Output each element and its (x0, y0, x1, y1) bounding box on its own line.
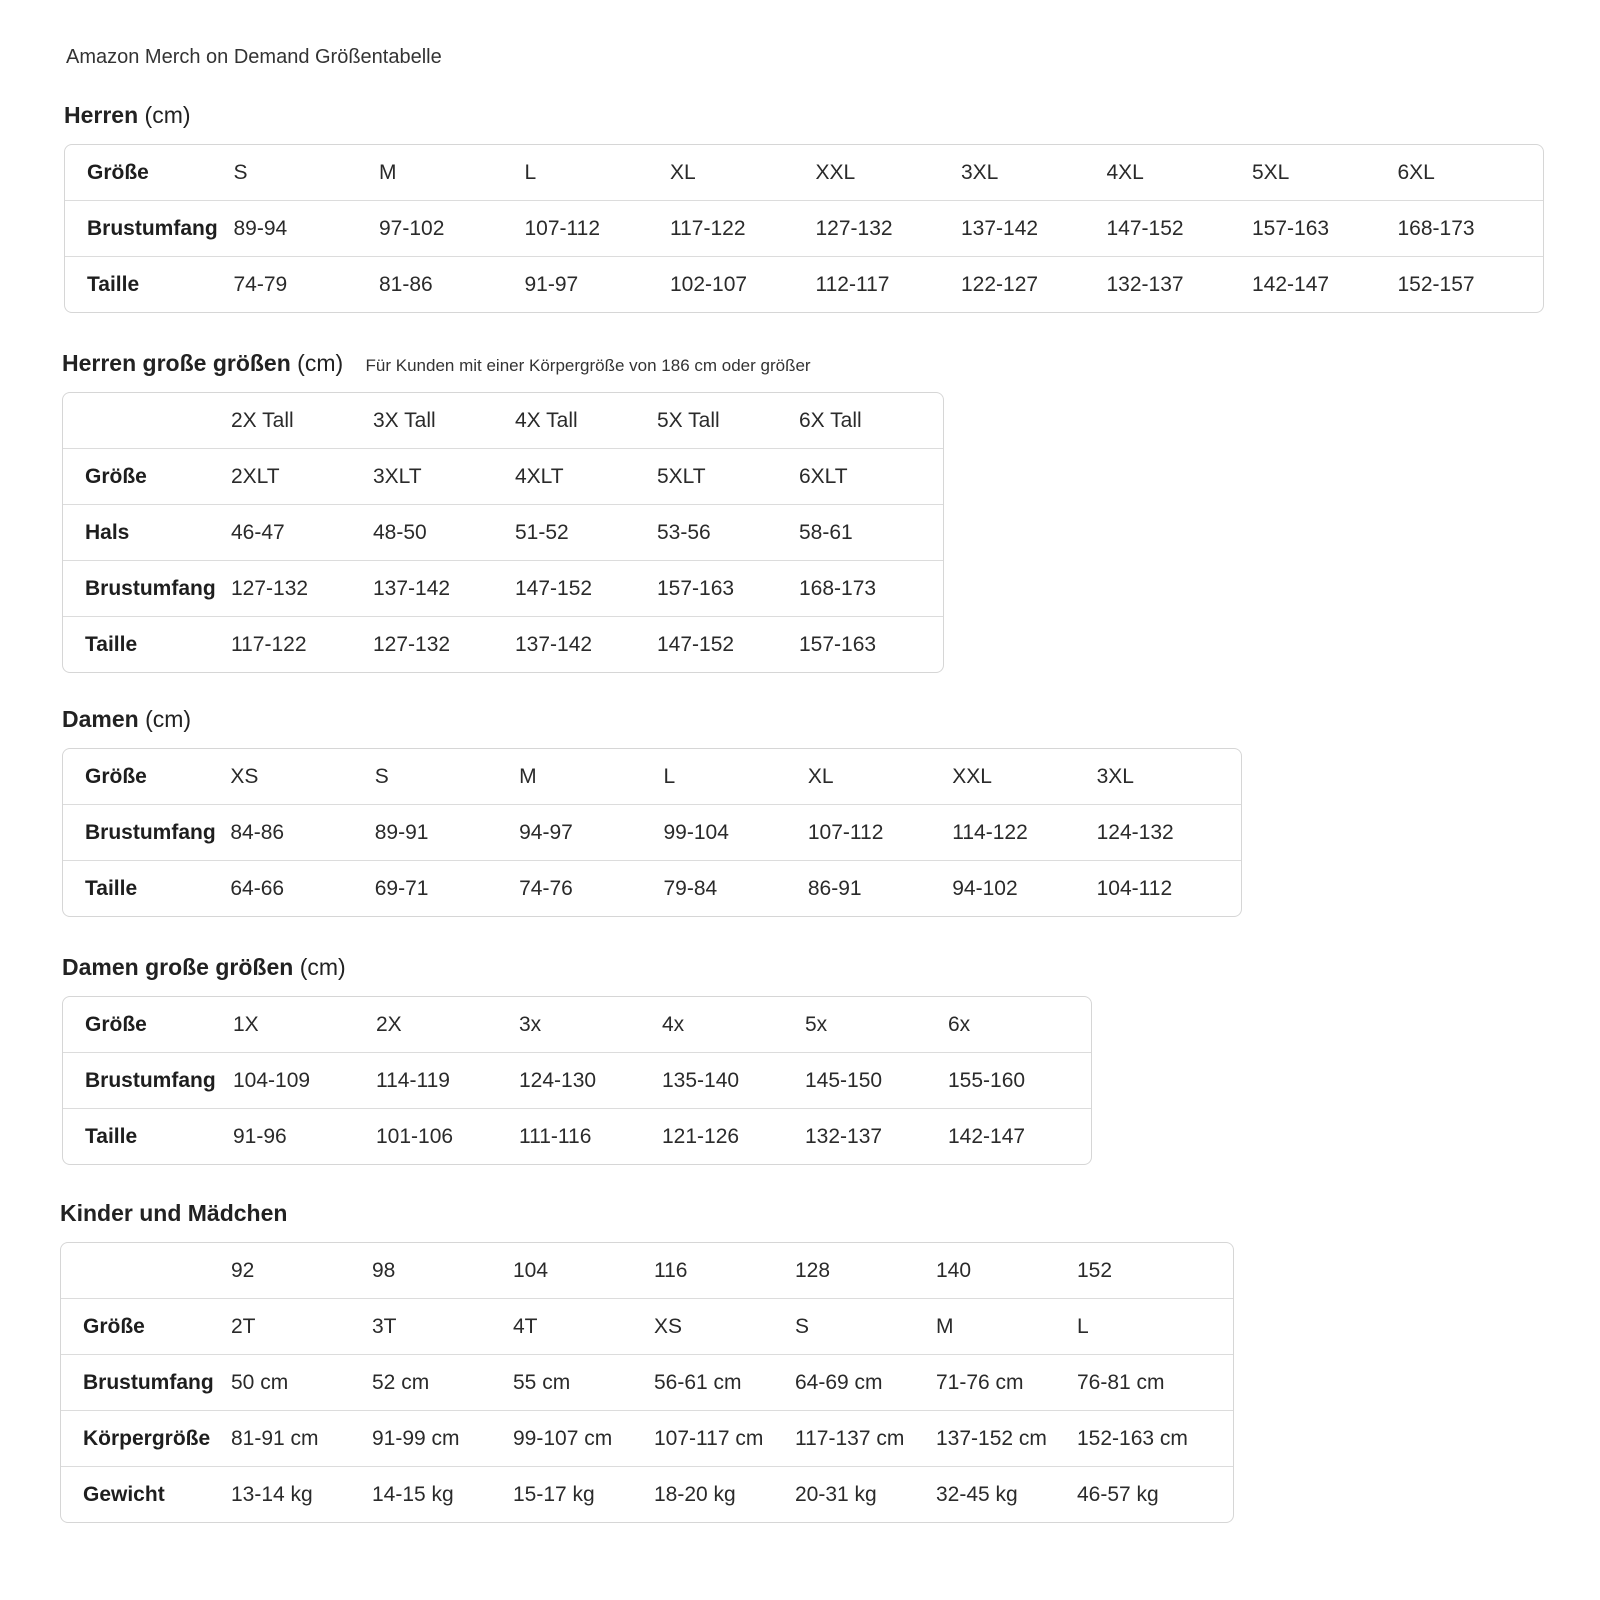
table-cell: S (795, 1314, 810, 1338)
table-cell: 15-17 kg (513, 1482, 595, 1506)
table-cell: 3XL (1096, 764, 1134, 788)
table-cell: 124-130 (519, 1068, 597, 1092)
table-cell: 157-163 (1251, 216, 1330, 240)
table-cell: 5X Tall (657, 408, 720, 432)
section-title-text: Damen (62, 706, 139, 732)
table-cell: 2T (231, 1314, 256, 1338)
table-cell: 124-132 (1096, 820, 1174, 844)
section-damen (62, 702, 1242, 917)
table-cell: 46-47 (231, 520, 285, 544)
table-cell: L (1077, 1314, 1089, 1338)
table-row (61, 1298, 1233, 1354)
table-cell: 64-66 (230, 876, 285, 900)
table-row (63, 860, 1241, 916)
table-cell: 3T (372, 1314, 397, 1338)
table-cell: 97-102 (378, 216, 445, 240)
table-cell: 128 (795, 1258, 831, 1282)
section-damen-gross (62, 950, 1092, 1165)
row-label: Gewicht (83, 1482, 165, 1506)
row-label: Größe (85, 764, 147, 788)
table-cell: 4T (513, 1314, 538, 1338)
table-cell: 52 cm (372, 1370, 430, 1394)
size-table-damen-gross (62, 996, 1092, 1165)
table-cell: 121-126 (662, 1124, 740, 1148)
table-cell: 104 (513, 1258, 549, 1282)
table-cell: 2X Tall (231, 408, 294, 432)
table-cell: 86-91 (807, 876, 862, 900)
table-cell: 69-71 (374, 876, 429, 900)
section-title-text: Herren große größen (62, 350, 291, 376)
table-cell: 168-173 (1397, 216, 1475, 240)
table-cell: 74-79 (233, 272, 288, 296)
table-cell: 6X Tall (799, 408, 862, 432)
table-cell: 58-61 (799, 520, 853, 544)
table-cell: 137-152 cm (936, 1426, 1047, 1450)
table-row (61, 1243, 1233, 1298)
table-cell: 3XLT (373, 464, 422, 488)
table-cell: 145-150 (805, 1068, 883, 1092)
table-cell: 107-117 cm (654, 1426, 764, 1450)
row-label: Brustumfang (85, 820, 216, 844)
section-title-text: Kinder und Mädchen (60, 1200, 288, 1226)
table-row (63, 1052, 1091, 1108)
table-cell: 94-97 (519, 820, 573, 844)
table-row (63, 560, 943, 616)
section-kinder (60, 1196, 1234, 1523)
table-cell: 2X (376, 1012, 402, 1036)
row-label: Größe (83, 1314, 145, 1338)
row-label: Brustumfang (85, 1068, 216, 1092)
table-cell: 132-137 (1106, 272, 1184, 296)
row-label: Taille (85, 876, 138, 900)
table-cell: 4XLT (515, 464, 564, 488)
table-cell: 132-137 (805, 1124, 883, 1148)
section-herren-gross (62, 346, 944, 673)
table-cell: 71-76 cm (936, 1370, 1024, 1394)
table-cell: 117-122 (231, 632, 307, 656)
section-unit: (cm) (299, 954, 346, 980)
table-cell: 104-112 (1096, 876, 1173, 900)
table-cell: 147-152 (515, 576, 593, 600)
table-cell: 104-109 (233, 1068, 311, 1092)
row-label: Brustumfang (83, 1370, 214, 1394)
table-cell: 152-163 cm (1077, 1426, 1188, 1450)
table-cell: 4XL (1106, 160, 1144, 184)
table-cell: XL (807, 764, 834, 788)
section-title (64, 98, 1544, 132)
table-cell: 127-132 (373, 632, 451, 656)
table-cell: 91-99 cm (372, 1426, 460, 1450)
table-cell: 6x (948, 1012, 971, 1036)
table-cell: 5XLT (657, 464, 706, 488)
table-cell: 18-20 kg (654, 1482, 736, 1506)
section-title (62, 702, 1242, 736)
table-cell: 147-152 (657, 632, 735, 656)
table-cell: 81-91 cm (231, 1426, 319, 1450)
size-table-herren (64, 144, 1544, 313)
table-cell: 137-142 (515, 632, 593, 656)
row-label: Körpergröße (83, 1426, 211, 1450)
table-cell: 3X Tall (373, 408, 436, 432)
table-cell: 89-91 (374, 820, 429, 844)
section-title (60, 1196, 1234, 1230)
table-cell: 4x (662, 1012, 685, 1036)
table-cell: L (663, 764, 676, 788)
table-cell: 107-112 (524, 216, 600, 240)
table-cell: 152 (1077, 1258, 1113, 1282)
table-row (63, 804, 1241, 860)
table-cell: 127-132 (815, 216, 893, 240)
table-cell: 53-56 (657, 520, 711, 544)
table-cell: 137-142 (373, 576, 451, 600)
table-cell: 91-97 (524, 272, 579, 296)
table-cell: 99-104 (663, 820, 729, 844)
table-cell: 3XL (960, 160, 999, 184)
table-cell: XXL (815, 160, 856, 184)
table-cell: 117-122 (669, 216, 746, 240)
table-row (63, 749, 1241, 804)
table-row (63, 997, 1091, 1052)
table-row (65, 256, 1543, 312)
table-cell: 89-94 (233, 216, 288, 240)
table-cell: 152-157 (1397, 272, 1475, 296)
row-label: Größe (85, 1012, 147, 1036)
table-cell: 6XLT (799, 464, 848, 488)
table-cell: XS (230, 764, 259, 788)
table-row (65, 200, 1543, 256)
table-cell: 94-102 (952, 876, 1018, 900)
section-title (62, 346, 944, 380)
table-row (63, 448, 943, 504)
table-cell: 79-84 (663, 876, 718, 900)
table-cell: 74-76 (519, 876, 573, 900)
table-cell: XXL (952, 764, 992, 788)
table-cell: 51-52 (515, 520, 569, 544)
table-cell: 168-173 (799, 576, 877, 600)
table-cell: 3x (519, 1012, 542, 1036)
table-cell: 2XLT (231, 464, 280, 488)
table-row (63, 504, 943, 560)
section-note: Für Kunden mit einer Körpergröße von 186 cm oder größer (365, 356, 811, 375)
table-cell: M (936, 1314, 954, 1338)
table-cell: 76-81 cm (1077, 1370, 1165, 1394)
table-cell: 122-127 (960, 272, 1039, 296)
table-cell: 157-163 (799, 632, 877, 656)
table-cell: 32-45 kg (936, 1482, 1018, 1506)
table-cell: 142-147 (948, 1124, 1026, 1148)
table-row (65, 145, 1543, 200)
table-cell: L (524, 160, 537, 184)
table-row (61, 1466, 1233, 1522)
row-label: Größe (85, 464, 147, 488)
table-cell: 92 (231, 1258, 255, 1282)
table-cell: 14-15 kg (372, 1482, 454, 1506)
size-table-damen (62, 748, 1242, 917)
table-cell: 102-107 (669, 272, 748, 296)
table-cell: 13-14 kg (231, 1482, 313, 1506)
table-cell: 114-122 (952, 820, 1028, 844)
row-label: Hals (85, 520, 130, 544)
table-cell: XL (669, 160, 696, 184)
size-table-kinder (60, 1242, 1234, 1523)
table-cell: 111-116 (519, 1124, 592, 1148)
table-cell: 20-31 kg (795, 1482, 877, 1506)
row-label: Taille (85, 632, 138, 656)
table-cell: 116 (654, 1258, 688, 1282)
section-herren (64, 98, 1544, 313)
table-row (63, 1108, 1091, 1164)
row-label: Taille (87, 272, 140, 296)
table-cell: 5x (805, 1012, 828, 1036)
table-cell: 84-86 (230, 820, 285, 844)
table-cell: 64-69 cm (795, 1370, 883, 1394)
table-cell: 5XL (1251, 160, 1290, 184)
table-cell: 50 cm (231, 1370, 289, 1394)
table-row (61, 1354, 1233, 1410)
row-label: Brustumfang (87, 216, 218, 240)
table-cell: 127-132 (231, 576, 309, 600)
table-cell: M (378, 160, 397, 184)
section-unit: (cm) (144, 102, 191, 128)
table-row (61, 1410, 1233, 1466)
section-title (62, 950, 1092, 984)
table-cell: S (233, 160, 248, 184)
table-cell: 4X Tall (515, 408, 578, 432)
table-cell: M (519, 764, 537, 788)
table-cell: 81-86 (378, 272, 433, 296)
table-cell: 142-147 (1251, 272, 1330, 296)
table-cell: 140 (936, 1258, 972, 1282)
row-label: Taille (85, 1124, 138, 1148)
table-cell: 117-137 cm (795, 1426, 905, 1450)
table-cell: 55 cm (513, 1370, 571, 1394)
table-cell: 6XL (1397, 160, 1435, 184)
table-cell: 1X (233, 1012, 259, 1036)
table-cell: 91-96 (233, 1124, 287, 1148)
table-cell: 48-50 (373, 520, 427, 544)
table-cell: 135-140 (662, 1068, 740, 1092)
table-row (63, 393, 943, 448)
table-cell: 101-106 (376, 1124, 454, 1148)
table-cell: 46-57 kg (1077, 1482, 1159, 1506)
table-cell: 107-112 (807, 820, 884, 844)
document-title: Amazon Merch on Demand Größentabelle (66, 46, 442, 68)
table-cell: 137-142 (960, 216, 1039, 240)
section-unit: (cm) (297, 350, 344, 376)
table-cell: 147-152 (1106, 216, 1184, 240)
table-cell: XS (654, 1314, 683, 1338)
section-title-text: Damen große größen (62, 954, 294, 980)
table-row (63, 616, 943, 672)
size-table-herren-gross (62, 392, 944, 673)
section-unit: (cm) (145, 706, 192, 732)
table-cell: 99-107 cm (513, 1426, 613, 1450)
table-cell: 114-119 (376, 1068, 450, 1092)
table-cell: 112-117 (815, 272, 890, 296)
section-title-text: Herren (64, 102, 139, 128)
table-cell: 98 (372, 1258, 396, 1282)
row-label: Größe (87, 160, 149, 184)
table-cell: 157-163 (657, 576, 735, 600)
row-label: Brustumfang (85, 576, 216, 600)
table-cell: 155-160 (948, 1068, 1026, 1092)
table-cell: S (374, 764, 389, 788)
table-cell: 56-61 cm (654, 1370, 742, 1394)
